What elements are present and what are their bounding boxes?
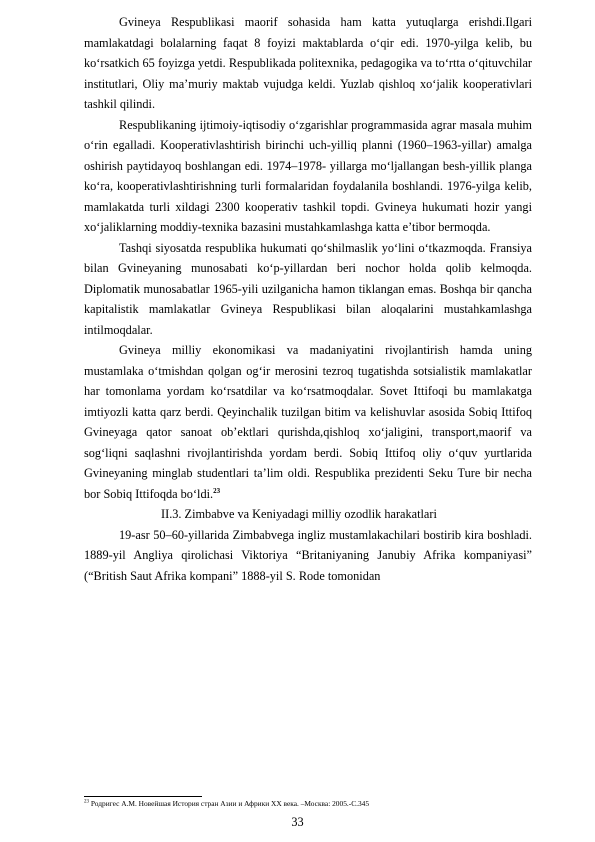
document-body bbox=[84, 12, 532, 586]
page-number: 33 bbox=[291, 815, 304, 829]
paragraph-foreign-policy: Tashqi siyosatda respublika hukumati qo‘shilmaslik yo‘lini o‘tkazmoqda. Fransiya bilan Gvineyaning munosabati ko‘p-yillardan beri nochor holda qolib kelmoqda. Diplomatik munosabatlar 1965-yili uzilganicha hamon tiklangan emas. Boshqa bir qancha kapitalistik mamlakatlar Gvineya Respublikasi bilan aloqalarini mustahkamlashga intilmoqdalar. bbox=[84, 240, 532, 337]
section-heading: II.3. Zimbabve va Keniyadagi milliy ozodlik harakatlari bbox=[161, 507, 437, 521]
paragraph-education: Gvineya Respublikasi maorif sohasida ham katta yutuqlarga erishdi.Ilgari mamlakatdagi bolalarning faqat 8 foyizi maktablarda o‘qir edi. 1970-yilga kelib, bu ko‘rsatkich 65 foyizga yetdi. Respublikada politexnika, pedagogika va to‘rtta o‘qituvchilar institutlari, Oliy ma’muriy maktab vujudga keldi. Yuzlab qishloq xo‘jalik kooperativlari tashkil qilindi. bbox=[84, 15, 532, 111]
footnote bbox=[84, 799, 532, 809]
paragraph-agrarian-reform: Respublikaning ijtimoiy-iqtisodiy o‘zgarishlar programmasida agrar masala muhim o‘rin egalladi. Kooperativlashtirish birinchi uch-yilliq planni (1960–1963-yillar) amalga oshirish paytidayoq boshlangan edi. 1974–1978- yillarga mo‘ljallangan besh-yillik planga ko‘ra, kooperativlashtirishning turli formalaridan foydalanila boshlandi. 1976-yilga kelib, mamlakatda turli xildagi 2300 kooperativ tashkil topdi. Gvineya hukumati hozir yangi xo‘jaliklarning moddiy-texnika bazasini mustahkamlashga katta e’tibor bermoqda. bbox=[84, 117, 532, 234]
footnote-divider bbox=[84, 796, 202, 797]
paragraph-zimbabwe: 19-asr 50–60-yillarida Zimbabvega ingliz mustamlakachilari bostirib kira boshladi. 1889-yil Angliya qirolichasi Viktoriya “Britaniyaning Janubiy Afrika kompaniyasi” (“British Saut Afrika kompani” 1888-yil S. Rode tomonidan bbox=[84, 527, 532, 583]
footnote-number: 23 bbox=[84, 799, 89, 805]
paragraph-socialist-aid-text: Gvineya milliy ekonomikasi va madaniyatini rivojlantirish hamda uning mustamlaka o‘tmishdan qolgan og‘ir merosini tezroq tugatishda sotsialistik mamlakatlar har tomonlama yordam ko‘rsatdilar va ko‘rsatmoqdalar. Sovet Ittifoqi bu mamlakatga imtiyozli katta qarz berdi. Qeyinchalik tuzilgan bitim va kelishuvlar asosida Sobiq Ittifoq Gvineyaga qator sanoat ob’ektlari qurishda,qishloq xo‘jaligini, transport,maorif va sog‘liqni saqlashni rivojlantirishda yordam berdi. Sobiq Ittifoq oliy o‘quv yurtlarida Gvineyaning minglab studentlari ta’lim oldi. Respublika prezidenti Seku Ture bir necha bor Sobiq Ittifoqda bo‘ldi. bbox=[84, 343, 532, 501]
footnote-reference[interactable]: 23 bbox=[213, 486, 221, 495]
paragraph-socialist-aid bbox=[84, 340, 532, 504]
footnote-text: Родригес А.М. Новейшая История стран Азии и Африки XX века. –Москва: 2005.-С.345 bbox=[89, 799, 370, 808]
